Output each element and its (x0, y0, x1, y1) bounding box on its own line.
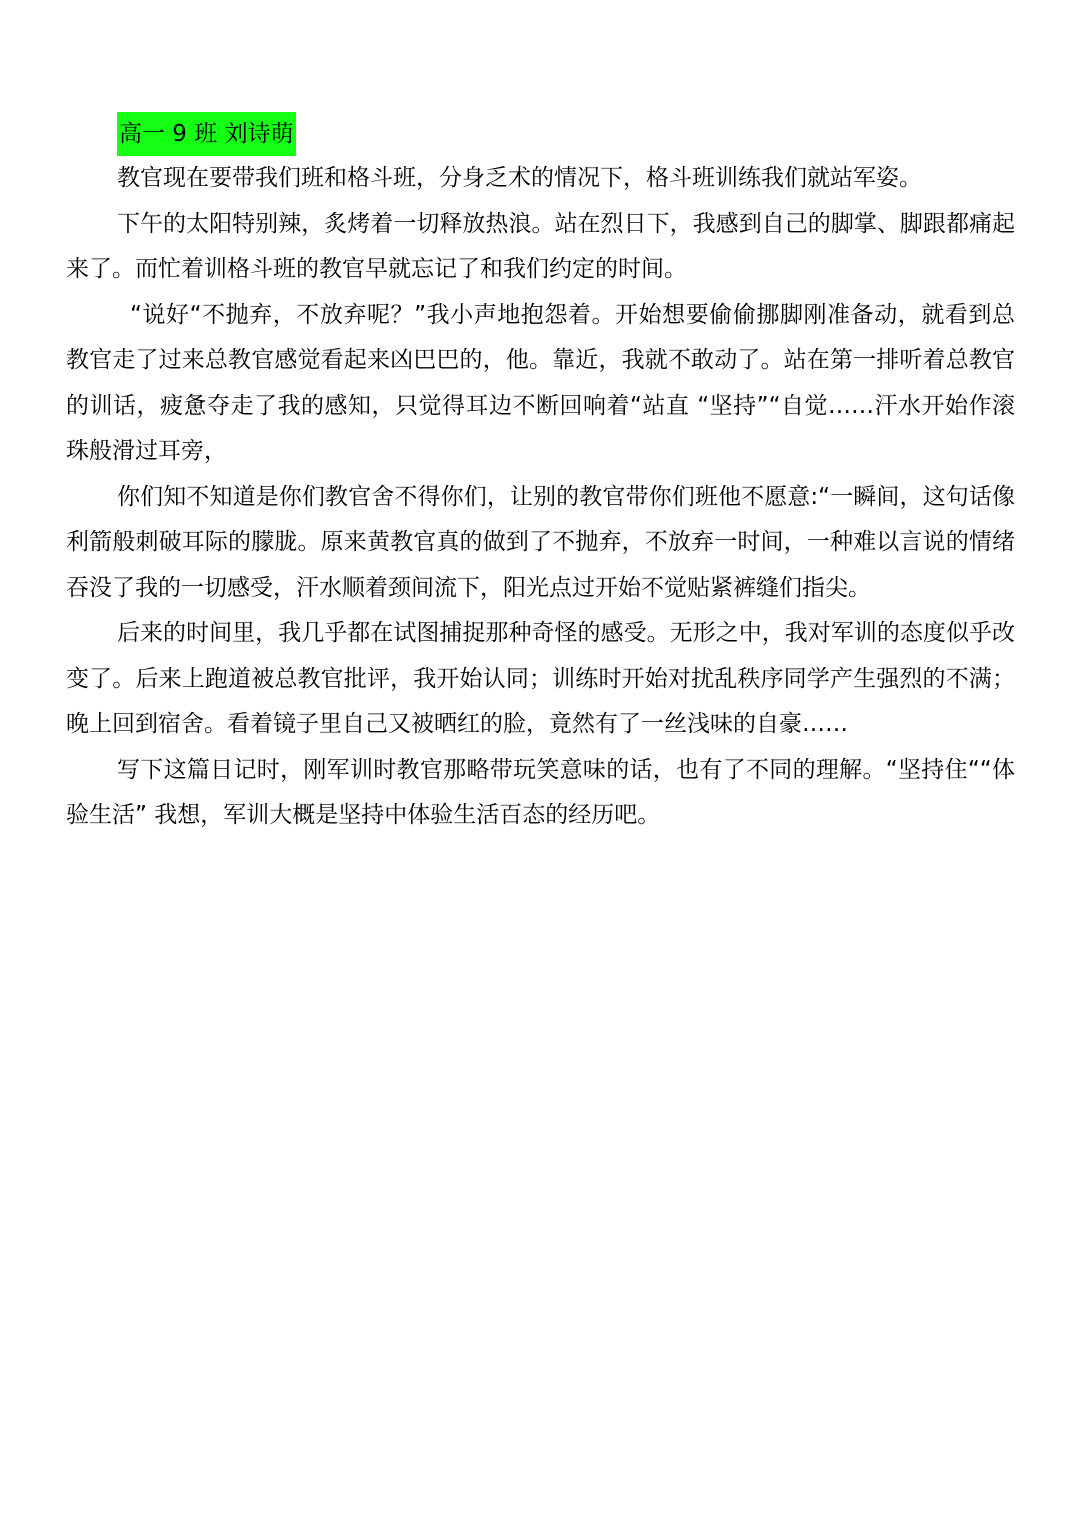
paragraph-2: 下午的太阳特别辣，炙烤着一切释放热浪。站在烈日下，我感到自己的脚掌、脚跟都痛起来了。而忙着训格斗班的教官早就忘记了和我们约定的时间。 (66, 210, 1015, 282)
paragraph-6: 写下这篇日记时，刚军训时教官那略带玩笑意味的话，也有了不同的理解。“坚持住““体验生活” 我想，军训大概是坚持中体验生活百态的经历吧。 (66, 756, 1015, 828)
paragraph-3: “说好“不抛弃，不放弃呢？”我小声地抱怨着。开始想要偷偷挪脚刚准备动，就看到总教官走了过来总教官感觉看起来凶巴巴的，他。靠近，我就不敢动了。站在第一排听着总教官的训话，疲惫夺走了我的感知，只觉得耳边不断回响着“站直 “坚持”“自觉……汗水开始作滚珠般滑过耳旁， (66, 301, 1015, 464)
author-heading: 高一 9 班 刘诗萌 (117, 112, 296, 156)
paragraph-1: 教官现在要带我们班和格斗班，分身乏术的情况下，格斗班训练我们就站军姿。 (117, 165, 922, 191)
paragraph-5: 后来的时间里，我几乎都在试图捕捉那种奇怪的感受。无形之中，我对军训的态度似乎改变了。后来上跑道被总教官批评，我开始认同；训练时开始对扰乱秩序同学产生强烈的不满；晚上回到宿舍。看着镜子里自己又被晒红的脸，竟然有了一丝浅味的自豪…… (66, 620, 1015, 737)
paragraph-4: 你们知不知道是你们教官舍不得你们，让别的教官带你们班他不愿意:“一瞬间，这句话像利箭般刺破耳际的朦胧。原来黄教官真的做到了不抛弃，不放弃一时间，一种难以言说的情绪吞没了我的一切感受，汗水顺着颈间流下，阳光点过开始不觉贴紧裤缝们指尖。 (66, 483, 1015, 601)
document-page (66, 112, 1015, 839)
